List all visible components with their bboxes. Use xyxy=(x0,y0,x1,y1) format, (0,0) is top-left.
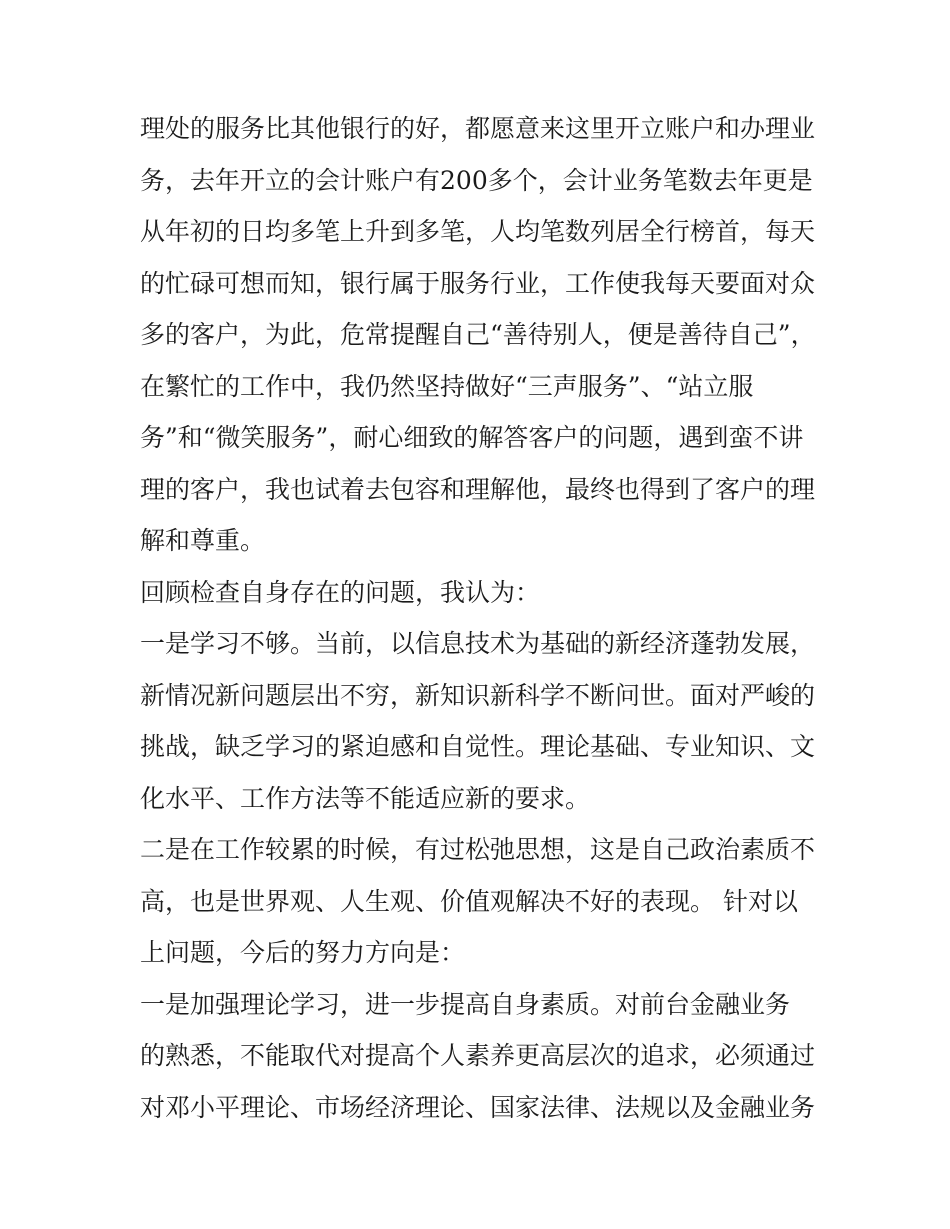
text-line-7: 务”和“微笑服务”，耐心细致的解答客户的问题，遇到蛮不讲 xyxy=(140,423,804,452)
text-line-8: 理的客户，我也试着去包容和理解他，最终也得到了客户的理 xyxy=(140,474,816,504)
text-line-16: 高，也是世界观、人生观、价值观解决不好的表现。 针对以 xyxy=(140,886,798,916)
text-line-17: 上问题，今后的努力方向是： xyxy=(140,938,466,967)
text-line-14: 化水平、工作方法等不能适应新的要求。 xyxy=(140,783,591,813)
text-line-5: 多的客户，为此，危常提醒自己“善待别人，便是善待自己”， xyxy=(140,320,816,349)
text-line-6: 在繁忙的工作中，我仍然坚持做好“三声服务”、“站立服 xyxy=(140,371,754,401)
text-line-10: 回顾检查自身存在的问题，我认为： xyxy=(140,577,541,607)
text-line-1: 理处的服务比其他银行的好，都愿意来这里开立账户和办理业 xyxy=(140,114,816,143)
text-line-3: 从年初的日均多笔上升到多笔，人均笔数列居全行榜首，每天 xyxy=(140,217,816,246)
text-line-19: 的熟悉，不能取代对提高个人素养更高层次的追求，必须通过 xyxy=(140,1041,816,1070)
text-line-13: 挑战，缺乏学习的紧迫感和自觉性。理论基础、专业知识、文 xyxy=(140,732,816,761)
text-line-4: 的忙碌可想而知，银行属于服务行业，工作使我每天要面对众 xyxy=(140,268,816,298)
text-line-9: 解和尊重。 xyxy=(140,526,266,555)
document-body xyxy=(140,103,820,1133)
text-line-12: 新情况新问题层出不穷，新知识新科学不断问世。面对严峻的 xyxy=(140,680,816,710)
text-line-15: 二是在工作较累的时候，有过松弛思想，这是自己政治素质不 xyxy=(140,835,816,864)
text-line-18: 一是加强理论学习，进一步提高自身素质。对前台金融业务 xyxy=(140,989,791,1019)
text-line-2: 务，去年开立的会计账户有200多个，会计业务笔数去年更是 xyxy=(140,165,813,195)
text-line-11: 一是学习不够。当前，以信息技术为基础的新经济蓬勃发展， xyxy=(140,629,816,658)
text-line-20: 对邓小平理论、市场经济理论、国家法律、法规以及金融业务 xyxy=(140,1092,816,1122)
